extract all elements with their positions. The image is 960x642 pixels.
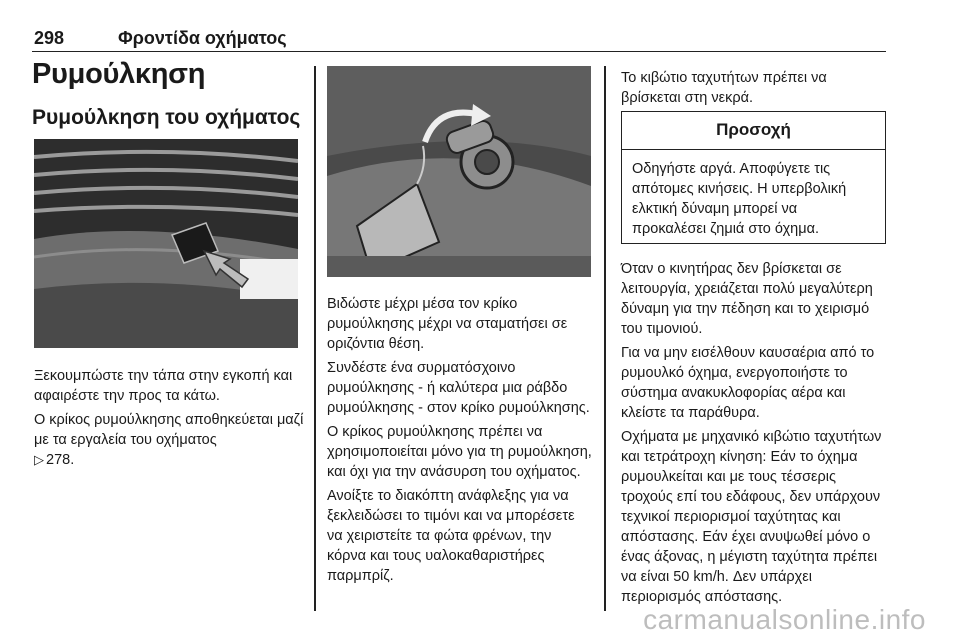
arrow-right-triangle-icon: ▷ [34,452,44,467]
paragraph: Συνδέστε ένα συρματόσχοινο ρυμούλκησης - ή καλύτερα μια ράβδο ρυμούλκησης - στον κρίκο ρυμούλκησης. [327,360,590,416]
paragraph: Το κιβώτιο ταχυτήτων πρέπει να βρίσκεται στη νεκρά. [621,70,827,106]
paragraph [34,410,304,470]
towing-eye-illustration [327,66,591,277]
paragraph: Βιδώστε μέχρι μέσα τον κρίκο ρυμούλκησης μέχρι να σταματήσει σε οριζόντια θέση. [327,296,568,352]
page-number: 298 [34,28,65,48]
section-subtitle: Ρυμούλκηση του οχήματος [32,106,301,129]
column-2-text [327,294,593,590]
watermark: carmanualsonline.info [643,604,926,635]
caution-text: Οδηγήστε αργά. Αποφύγετε τις απότομες κινήσεις. Η υπερβολική ελκτική δύναμη μπορεί να προκαλέσει ζημιά στο όχημα. [632,161,847,237]
paragraph-text: Ο κρίκος ρυμούλκησης αποθηκεύεται μαζί με τα εργαλεία του οχήματος [34,412,304,448]
column-3-intro [621,68,883,112]
paragraph: Ο κρίκος ρυμούλκησης πρέπει να χρησιμοποιείται μόνο για τη ρυμούλκηση, και όχι για την ανάσυρση του οχήματος. [327,424,592,480]
running-title: Φροντίδα οχήματος [118,28,287,48]
xref-link[interactable]: 278. [46,452,75,468]
section-title: Ρυμούλκηση [32,58,206,90]
towing-eye-figure [327,66,591,277]
paragraph: Ξεκουμπώστε την τάπα στην εγκοπή και αφαιρέστε την προς τα κάτω. [34,368,293,404]
paragraph: Οχήματα με μηχανικό κιβώτιο ταχυτήτων και τετράτροχη κίνηση: Εάν το όχημα ρυμουλκείται και με τους τέσσερις τροχούς επί του εδάφους, δεν υπάρχουν τεχνικοί περιορισμοί ταχύτητας και απόστασης. Εάν έχει ανυψωθεί μόνο ο ένας άξονας, η μέγιστη ταχύτητα πρέπει να είναι 50 km/h. Δεν υπάρχει περιορισμός απόστασης. [621,429,882,605]
page-header [32,22,886,52]
bumper-cap-figure [34,139,298,348]
caution-title: Προσοχή [622,112,885,150]
paragraph: Για να μην εισέλθουν καυσαέρια από το ρυμουλκό όχημα, ενεργοποιήστε το σύστημα ανακυκλοφορίας αέρα και κλείστε τα παράθυρα. [621,345,875,421]
column-divider-right [604,66,606,611]
caution-box [621,111,886,244]
column-3-text [621,259,891,611]
column-1-text [34,366,304,474]
paragraph: Ανοίξτε το διακόπτη ανάφλεξης για να ξεκλειδώσει το τιμόνι και να μπορέσετε να χειριστείτε τα φώτα φρένων, την κόρνα και τους υαλοκαθαριστήρες παρμπρίζ. [327,488,575,584]
bumper-cap-illustration [34,139,298,348]
paragraph: Όταν ο κινητήρας δεν βρίσκεται σε λειτουργία, χρειάζεται πολύ μεγαλύτερη δύναμη για την πέδηση και το χειρισμό του τιμονιού. [621,261,873,337]
column-divider-left [314,66,316,611]
